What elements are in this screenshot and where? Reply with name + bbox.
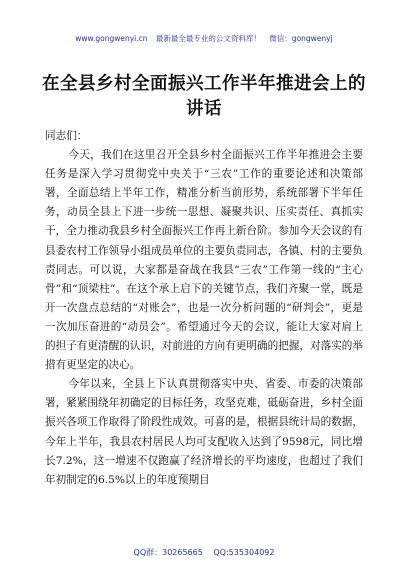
salutation: 同志们： <box>45 130 88 142</box>
paragraph-2: 今年以来，全县上下认真贯彻落实中央、省委、市委的决策部署，紧紧围绕年初确定的目标任务，攻坚克难，砥砺奋进，乡村全面振兴各项工作取得了阶段性成效。可喜的是，根据县统计局的数据，今年上半年，我县农村居民人均可支配收入达到了9598元，同比增长7.2%，这一增速不仅跑赢了经济增长的平均速度，也超过了我们年初制定的6.5%以上的年度预期目 <box>45 378 363 486</box>
header-slogan: 最新最全最专业的公文资料库！ <box>155 34 261 43</box>
paragraph-1: 今天，我们在这里召开全县乡村全面振兴工作半年推进会主要任务是深入学习贯彻党中央关于“三农”工作的重要论述和决策部署，全面总结上半年工作，精准分析当前形势，系统部署下半年任务，动员全县上下进一步统一思想、凝聚共识、压实责任、真抓实干，全力推动我县乡村全面振兴工作再上新台阶。参加今天会议的有县委农村工作领导小组成员单位的主要负责同志，各镇、村的主要负责同志。可以说，大家都是奋战在我县“三农”工作第一线的“主心骨”和“顶梁柱”。在这个承上启下的关键节点，我们齐聚一堂，既是开一次盘点总结的“对账会”，也是一次分析问题的“研判会”，更是一次加压奋进的“动员会”。希望通过今天的会议，能让大家对肩上的担子有更清醒的认识，对前进的方向有更明确的把握，对落实的举措有更坚定的决心。 <box>45 149 363 372</box>
page-footer <box>0 547 408 558</box>
page-header <box>0 33 408 44</box>
header-site-link[interactable]: www.gongwenyi.cn <box>75 34 148 43</box>
document-title: 在全县乡村全面振兴工作半年推进会上的讲话 <box>42 74 366 119</box>
header-wechat: 微信：gongwenyj <box>269 34 333 43</box>
footer-qq: QQ:535304092 <box>213 548 275 557</box>
footer-qq-group: QQ群：30265665 <box>133 548 203 557</box>
document-body <box>45 127 363 490</box>
